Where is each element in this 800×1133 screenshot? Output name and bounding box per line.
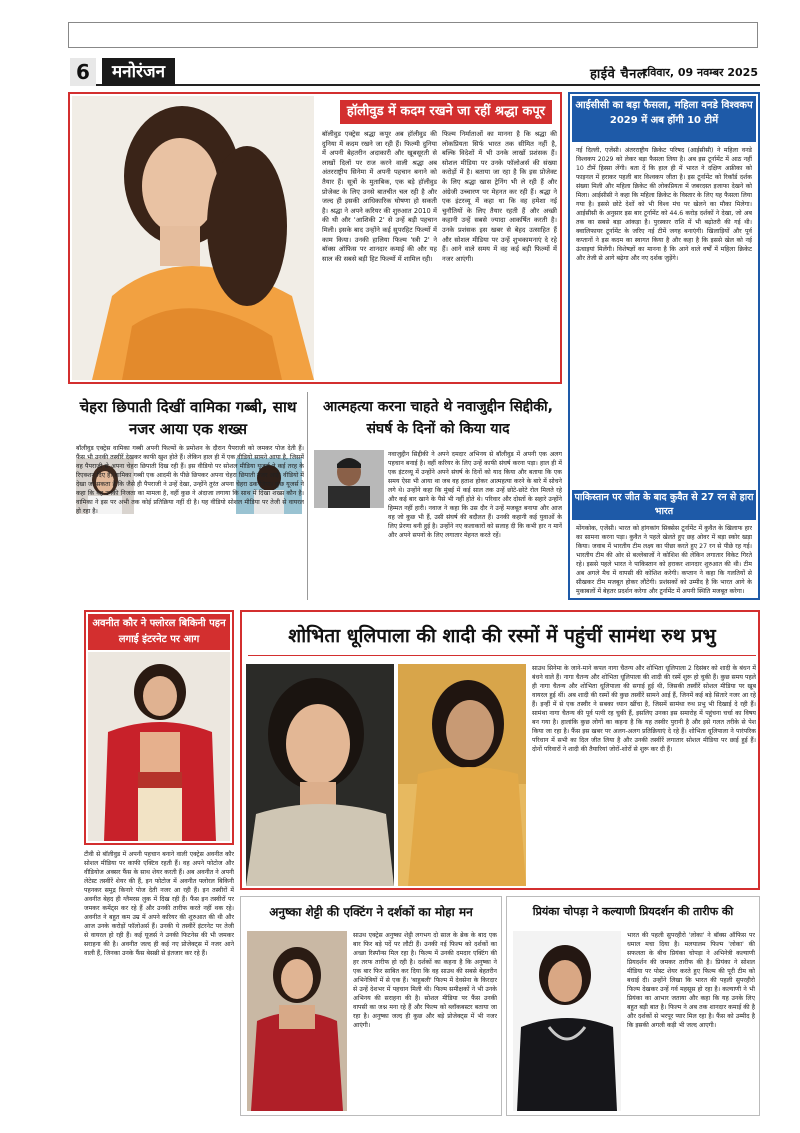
pakistan-body: मोंगकोक, एजेंसी। भारत को हांगकांग सिक्सेस टूर्नामेंट में कुवैत के खिलाफ हार का सामना करना पड़ा। कुवैत ने पहले खेलते हुए छह ओवर में बड़ा स्कोर खड़ा किया। जवाब में भारतीय टीम लक्ष्य का पीछा करते हुए 27 रन से पीछे रह गई। भारतीय टीम की ओर से बल्लेबाजों ने कोशिश की लेकिन लगातार विकेट गिरते रहे। इससे पहले भारत ने पाकिस्तान को हराकर शानदार शुरुआत की थी। टीम अब अगले मैच में वापसी की कोशिश करेगी। कप्तान ने कहा कि गलतियों से सीखकर टीम मजबूत होकर लौटेगी। प्रशंसकों को उम्मीद है कि भारत आगे के मुकाबलों में बेहतर प्रदर्शन करेगा और टूर्नामेंट में अपनी स्थिति मजबूत करेगा। <box>576 525 752 595</box>
article-nawaz <box>314 392 562 600</box>
section-title: मनोरंजन <box>102 58 175 86</box>
nawaz-photo <box>314 450 384 508</box>
masthead: हाईवे चैनल <box>590 67 647 82</box>
article-anushka <box>240 896 502 1116</box>
article-icc <box>568 92 760 600</box>
anushka-photo <box>247 931 347 1111</box>
shraddha-headline: हॉलीवुड में कदम रखने जा रहीं श्रद्धा कपूर <box>340 100 552 124</box>
article-avneet <box>84 610 234 845</box>
sobhita-photo <box>398 664 526 886</box>
shraddha-body-col2: फिल्म निर्माताओं का मानना है कि श्रद्धा की लोकप्रियता सिर्फ भारत तक सीमित नहीं है, बल्कि विदेशों में भी उनके लाखों प्रशंसक हैं। सोशल मीडिया पर उनके फॉलोअर्स की संख्या करोड़ों में है। बताया जा रहा है कि इस प्रोजेक्ट के लिए श्रद्धा खास ट्रेनिंग भी ले रही हैं और अंग्रेजी उच्चारण पर मेहनत कर रही हैं। श्रद्धा ने एक इंटरव्यू में कहा था कि वह हमेशा नई चुनौतियों के लिए तैयार रहती हैं और अच्छी कहानी उन्हें सबसे ज्यादा आकर्षित करती है। उनके प्रशंसक इस खबर से बेहद उत्साहित हैं और सोशल मीडिया पर उन्हें शुभकामनाएं दे रहे हैं। आने वाले समय में वह कई बड़ी फिल्मों में नजर आएंगी। <box>442 130 557 263</box>
pakistan-headline: पाकिस्तान पर जीत के बाद कुवैत से 27 रन से हारा भारत <box>572 490 756 520</box>
shraddha-body-col1: बॉलीवुड एक्ट्रेस श्रद्धा कपूर अब हॉलीवुड की दुनिया में कदम रखने जा रही हैं। फिल्मी दुनिया में अपनी बेहतरीन अदाकारी और खूबसूरती से लाखों दिलों पर राज करने वाली श्रद्धा अब अंतरराष्ट्रीय सिनेमा में अपनी पहचान बनाने को तैयार हैं। सूत्रों के मुताबिक, एक बड़े हॉलीवुड प्रोजेक्ट के लिए उनसे बातचीत चल रही है और जल्द ही इसकी आधिकारिक घोषणा हो सकती है। श्रद्धा ने अपने करियर की शुरुआत 2010 में की थी और 'आशिकी 2' से उन्हें बड़ी पहचान मिली। इसके बाद उन्होंने कई सुपरहिट फिल्मों में काम किया। उनकी हालिया फिल्म 'स्त्री 2' ने बॉक्स ऑफिस पर शानदार कमाई की और यह साल की सबसे बड़ी हिट फिल्मों में शामिल रही। <box>322 130 437 263</box>
vamika-body: बॉलीवुड एक्ट्रेस वामिका गब्बी अपनी फिल्मों के प्रमोशन के दौरान पैपराजी को जमकर पोज देती हैं। फैंस भी उनकी तस्वीरें देखकर काफी खुश होते हैं। लेकिन हाल ही में एक वीडियो सामने आया है, जिसमें वह पैपराजी से अपना चेहरा छिपाती दिख रही हैं। इस वीडियो पर सोशल मीडिया यूजर्स ने कई तरह के रिएक्शन दिए हैं। वामिका गब्बी एक आदमी के पीछे छिपकर अपना चेहरा छिपाती नजर आईं। वीडियो में देखा जा सकता है कि जैसे ही पैपराजी ने उन्हें देखा, उन्होंने तुरंत अपना चेहरा ढक लिया। कुछ यूजर्स ने कहा कि यह उनकी निजता का मामला है, वहीं कुछ ने अंदाजा लगाया कि साथ में दिखा शख्स कौन है। वामिका ने इस पर अभी तक कोई प्रतिक्रिया नहीं दी है। यह वीडियो सोशल मीडिया पर तेजी से वायरल हो रहा है। <box>76 445 304 515</box>
icc-body: नई दिल्ली, एजेंसी। अंतरराष्ट्रीय क्रिकेट परिषद (आईसीसी) ने महिला वनडे विश्वकप 2029 को लेकर बड़ा फैसला लिया है। अब इस टूर्नामेंट में आठ नहीं 10 टीमें हिस्सा लेंगी। बता दें कि हाल ही में भारत ने दक्षिण अफ्रीका को फाइनल में हराकर पहली बार विश्वकप जीता है। इस टूर्नामेंट को रिकॉर्ड दर्शक संख्या मिली और महिला क्रिकेट की लोकप्रियता में जबरदस्त इजाफा देखने को मिला। आईसीसी ने कहा कि महिला क्रिकेट के विस्तार के लिए यह फैसला लिया गया है। इससे छोटे देशों को भी विश्व मंच पर खेलने का मौका मिलेगा। आईसीसी के अनुसार इस बार टूर्नामेंट को 44.6 करोड़ दर्शकों ने देखा, जो अब तक का सबसे बड़ा आंकड़ा है। पुरस्कार राशि में भी बढ़ोतरी की गई थी। क्वालिफायर टूर्नामेंट के जरिए नई टीमें जगह बनाएंगी। खिलाड़ियों और पूर्व कप्तानों ने इस कदम का स्वागत किया है और कहा है कि इससे खेल को नई ऊंचाइयां मिलेंगी। विशेषज्ञों का मानना है कि आने वाले वर्षों में महिला क्रिकेट और तेजी से आगे बढ़ेगा और नए दर्शक जुड़ेंगे। <box>576 147 752 262</box>
sobhita-body: साउथ सिनेमा के जाने-माने कपल नागा चैतन्य और शोभिता धूलिपाला 2 दिसंबर को शादी के बंधन में बंधने वाले हैं। नागा चैतन्य और शोभिता धूलिपाला की शादी की रस्में शुरू हो चुकी हैं। कुछ समय पहले ही नागा चैतन्य और शोभिता धूलिपाला की सगाई हुई थी, जिसकी तस्वीरें सोशल मीडिया पर खूब वायरल हुई थीं। अब शादी की रस्मों की कुछ तस्वीरें सामने आई हैं, जिनमें कई बड़े सितारे नजर आ रहे हैं। इन्हीं में से एक तस्वीर ने सबका ध्यान खींचा है, जिसमें सामंथा रुथ प्रभु भी दिखाई दे रही हैं। सामंथा नागा चैतन्य की पूर्व पत्नी रह चुकी हैं, इसलिए उनका इस समारोह में पहुंचना चर्चा का विषय बन गया है। हालांकि कुछ लोगों का कहना है कि यह तस्वीर पुरानी है और इसे गलत तरीके से पेश किया जा रहा है। फैंस इस खबर पर अलग-अलग प्रतिक्रियाएं दे रहे हैं। शोभिता धूलिपाला ने पारंपरिक परिधान में सभी का दिल जीत लिया है और उनकी तस्वीरें लगातार सोशल मीडिया पर छाई हुई हैं। दोनों परिवारों ने शादी की तैयारियां जोरों-शोरों से शुरू कर दी हैं। <box>532 665 756 753</box>
anushka-headline: अनुष्का शेट्टी की एक्टिंग ने दर्शकों का मोहा मन <box>269 905 473 919</box>
icc-headline: आईसीसी का बड़ा फैसला, महिला वनडे विश्वकप 2029 में अब होंगी 10 टीमें <box>572 96 756 142</box>
anushka-body: साउथ एक्ट्रेस अनुष्का शेट्टी लगभग दो साल के ब्रेक के बाद एक बार फिर बड़े पर्दे पर लौटी हैं। उनकी नई फिल्म को दर्शकों का अच्छा रिस्पॉन्स मिल रहा है। फिल्म में उनकी दमदार एक्टिंग की हर तरफ तारीफ हो रही है। दर्शकों का कहना है कि अनुष्का ने एक बार फिर साबित कर दिया कि वह साउथ की सबसे बेहतरीन अभिनेत्रियों में से एक हैं। 'बाहुबली' फिल्म में देवसेना के किरदार से उन्हें देशभर में पहचान मिली थी। फिल्म समीक्षकों ने भी उनके अभिनय की सराहना की है। सोशल मीडिया पर फैंस उनकी वापसी का जश्न मना रहे हैं और फिल्म को ब्लॉकबस्टर बताया जा रहा है। अनुष्का जल्द ही कुछ और बड़े प्रोजेक्ट्स में भी नजर आएंगी। <box>353 932 497 1029</box>
avneet-body: टीवी से बॉलीवुड में अपनी पहचान बनाने वाली एक्ट्रेस अवनीत कौर सोशल मीडिया पर काफी एक्टिव रहती हैं। वह अपने फोटोज और वीडियोज अक्सर फैंस के साथ शेयर करती हैं। अब अवनीत ने अपनी लेटेस्ट तस्वीरें शेयर की हैं, इन फोटोज में अवनीत फ्लोरल बिकिनी पहनकर समुद्र किनारे पोज देती नजर आ रही हैं। इन तस्वीरों में अवनीत बेहद ही ग्लैमरस लुक में दिख रही हैं। फैंस इन तस्वीरों पर जमकर कमेंट्स कर रहे हैं और उनकी तारीफ करते नहीं थक रहे। अवनीत ने बहुत कम उम्र में अपने करियर की शुरुआत की थी और आज उनके करोड़ों फॉलोअर्स हैं। उनकी ये तस्वीरें इंटरनेट पर तेजी से वायरल हो रही हैं। कई यूजर्स ने उनकी फिटनेस की भी जमकर सराहना की है। अवनीत जल्द ही कई नए प्रोजेक्ट्स में नजर आने वाली हैं, जिनका उनके फैंस बेसब्री से इंतजार कर रहे हैं। <box>84 851 234 957</box>
sobhita-headline: शोभिता धूलिपाला की शादी की रस्मों में पहुंचीं सामंथा रुथ प्रभु <box>248 616 756 656</box>
avneet-photo <box>88 652 230 841</box>
nawaz-headline: आत्महत्या करना चाहते थे नवाजुद्दीन सिद्दीकी, संघर्ष के दिनों को किया याद <box>323 399 553 437</box>
article-priyanka <box>506 896 760 1116</box>
page-number: 6 <box>70 58 96 86</box>
samantha-photo <box>246 664 394 886</box>
priyanka-headline: प्रियंका चोपड़ा ने कल्याणी प्रियदर्शन की तारीफ की <box>532 905 734 918</box>
vamika-headline: चेहरा छिपाती दिखीं वामिका गब्बी, साथ नजर आया एक शख्स <box>79 398 297 438</box>
issue-date: रविवार, 09 नवम्बर 2025 <box>642 66 758 79</box>
article-vamika <box>68 392 308 600</box>
avneet-headline: अवनीत कौर ने फ्लोरल बिकिनी पहन लगाई इंटरनेट पर आग <box>88 614 230 650</box>
nawaz-body: नवाजुद्दीन सिद्दीकी ने अपने दमदार अभिनय से बॉलीवुड में अपनी एक अलग पहचान बनाई है। वहीं करियर के लिए उन्हें काफी संघर्ष करना पड़ा। हाल ही में एक इंटरव्यू में उन्होंने अपने संघर्ष के दिनों को याद किया और बताया कि एक समय ऐसा भी आया था जब वह हताश होकर आत्महत्या करने के बारे में सोचने लगे थे। उन्होंने कहा कि मुंबई में कई साल तक उन्हें छोटे-छोटे रोल मिलते रहे और कई बार खाने के पैसे भी नहीं होते थे। परिवार और दोस्तों के सहारे उन्होंने हिम्मत नहीं हारी। नवाज ने कहा कि उस दौर ने उन्हें मजबूत बनाया और आज वह जो कुछ भी हैं, उसी संघर्ष की बदौलत हैं। उनकी कहानी कई युवाओं के लिए प्रेरणा बनी हुई है। उन्होंने नए कलाकारों को सलाह दी कि कभी हार न मानें और अपने सपनों के लिए लगातार मेहनत करते रहें। <box>388 451 562 539</box>
top-banner-box <box>68 22 758 48</box>
shraddha-photo <box>72 96 314 380</box>
priyanka-body: भारत की पहली सुपरहीरो 'लोका' ने बॉक्स ऑफिस पर धमाल मचा दिया है। मलयालम फिल्म 'लोका' की सफलता के बीच प्रियंका चोपड़ा ने अभिनेत्री कल्याणी प्रियदर्शन की जमकर तारीफ की है। प्रियंका ने सोशल मीडिया पर पोस्ट शेयर करते हुए फिल्म की पूरी टीम को बधाई दी। उन्होंने लिखा कि भारत की पहली सुपरहीरो फिल्म देखकर उन्हें गर्व महसूस हो रहा है। कल्याणी ने भी प्रियंका का आभार जताया और कहा कि यह उनके लिए बहुत बड़ी बात है। फिल्म ने अब तक शानदार कमाई की है और दर्शकों से भरपूर प्यार मिल रहा है। फैंस को उम्मीद है कि इसकी अगली कड़ी भी जल्द आएगी। <box>627 932 755 1029</box>
article-sobhita <box>240 610 760 890</box>
priyanka-photo <box>513 931 621 1111</box>
article-shraddha <box>68 92 562 384</box>
page-header <box>70 58 760 86</box>
